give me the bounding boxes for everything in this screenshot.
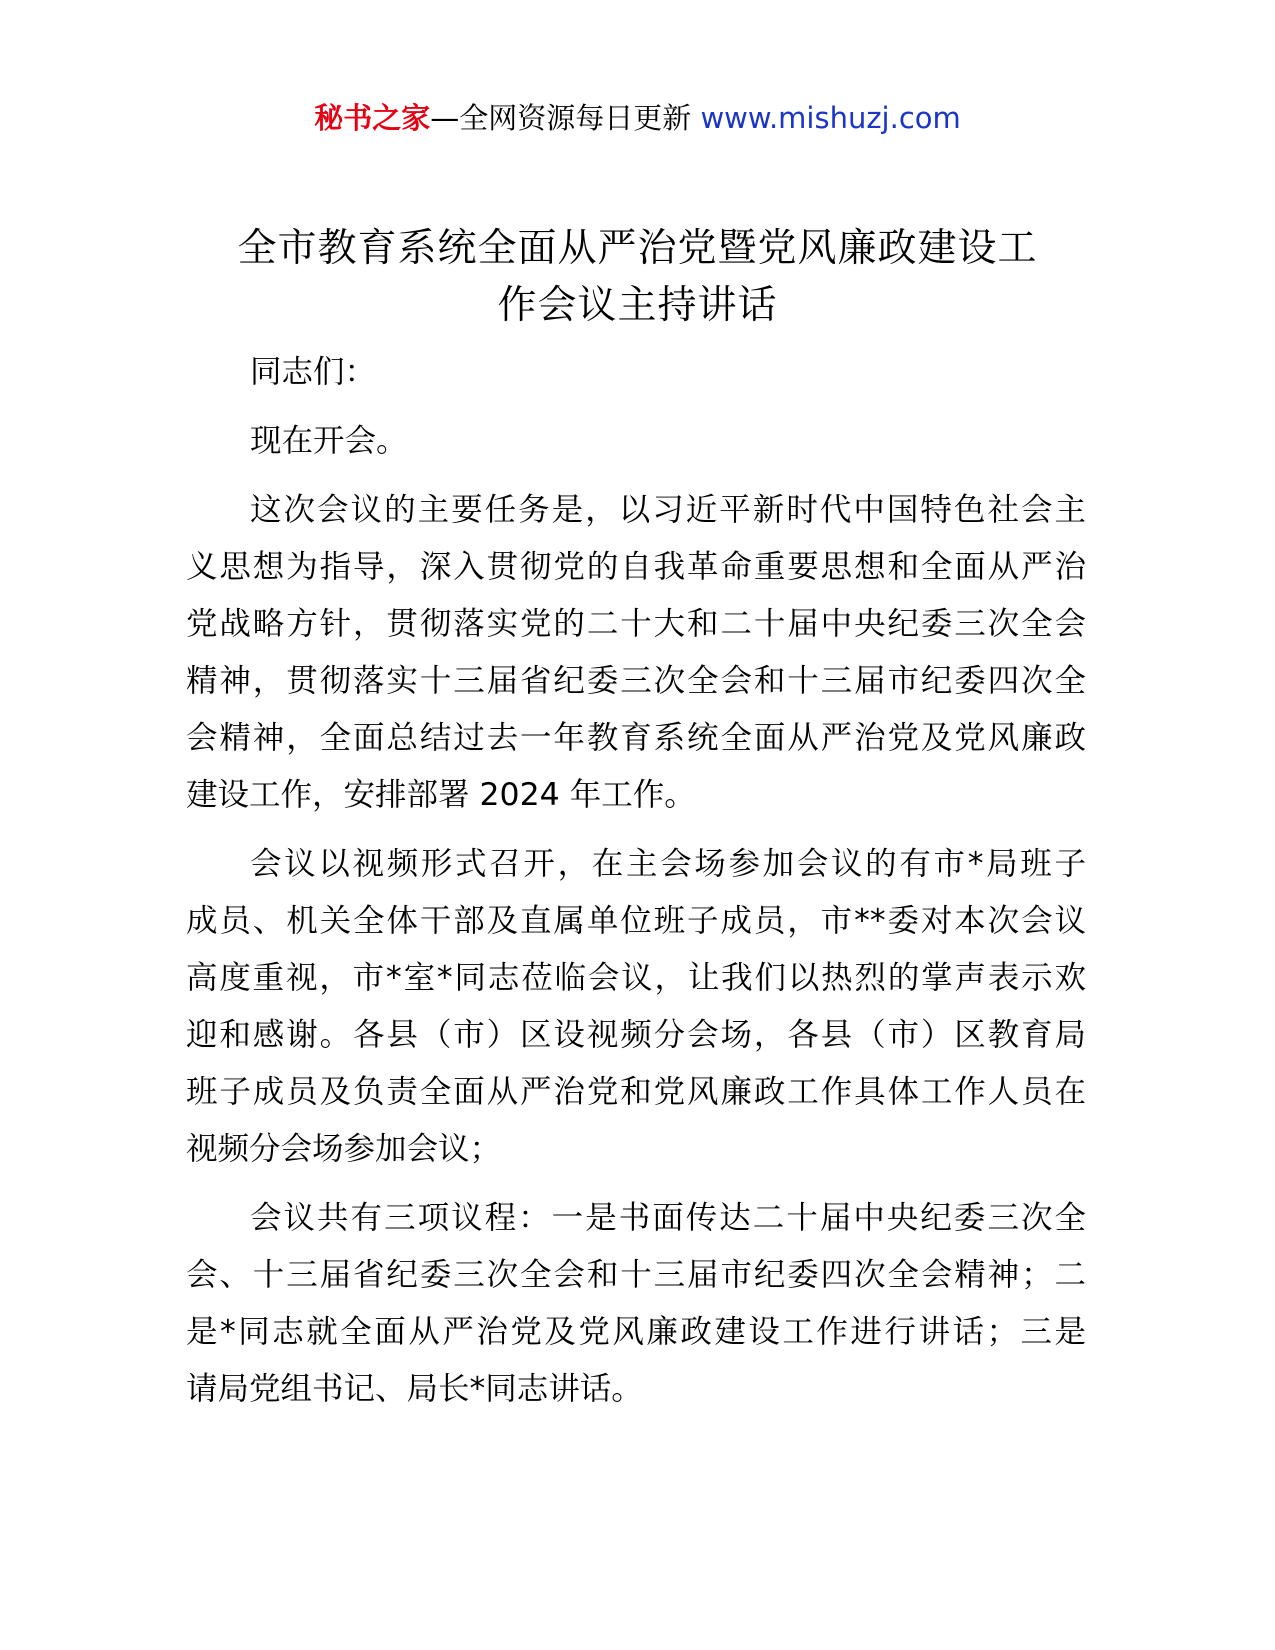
title-line: 作会议主持讲话	[497, 283, 778, 328]
paragraph-line: 会、十三届省纪委三次全会和十三届市纪委四次全会精神；二	[186, 1257, 1086, 1293]
paragraph-line: 这次会议的主要任务是，以习近平新时代中国特色社会主	[250, 492, 1086, 528]
paragraph-line: 精神，贯彻落实十三届省纪委三次全会和十三届市纪委四次全	[186, 663, 1086, 699]
paragraph-line: 班子成员及负责全面从严治党和党风廉政工作具体工作人员在	[186, 1074, 1086, 1110]
salutation: 同志们：	[250, 354, 377, 390]
paragraph-line: 高度重视，市*室*同志莅临会议，让我们以热烈的掌声表示欢	[186, 960, 1086, 996]
paragraph-line: 会议共有三项议程：一是书面传达二十届中央纪委三次全	[250, 1200, 1086, 1236]
site-url-link[interactable]: www.mishuzj.com	[700, 101, 961, 135]
header-tagline: —全网资源每日更新	[430, 101, 692, 135]
document-title	[160, 220, 1115, 334]
paragraph-line: 会议以视频形式召开，在主会场参加会议的有市*局班子	[250, 846, 1086, 882]
paragraph-line: 成员、机关全体干部及直属单位班子成员，市**委对本次会议	[186, 903, 1086, 939]
paragraph-line: 义思想为指导，深入贯彻党的自我革命重要思想和全面从严治	[186, 549, 1086, 585]
title-line: 全市教育系统全面从严治党暨党风廉政建设工	[237, 226, 1038, 271]
paragraph-agenda	[186, 1190, 1086, 1418]
paragraph-line: 党战略方针，贯彻落实党的二十大和二十届中央纪委三次全会	[186, 606, 1086, 642]
paragraph-attendees	[186, 836, 1086, 1178]
salutation-paragraph	[186, 344, 1086, 401]
paragraph-line: 请局党组书记、局长*同志讲话。	[186, 1371, 643, 1407]
paragraph-line: 建设工作，安排部署 2024 年工作。	[186, 777, 696, 813]
paragraph-tasks	[186, 482, 1086, 824]
paragraph-line: 是*同志就全面从严治党及党风廉政建设工作进行讲话；三是	[186, 1314, 1086, 1350]
opening-line: 现在开会。	[250, 423, 408, 459]
opening-paragraph	[186, 413, 1086, 470]
paragraph-line: 迎和感谢。各县（市）区设视频分会场，各县（市）区教育局	[186, 1017, 1086, 1053]
brand-name: 秘书之家	[314, 101, 431, 135]
paragraph-line: 视频分会场参加会议；	[186, 1131, 502, 1167]
paragraph-line: 会精神，全面总结过去一年教育系统全面从严治党及党风廉政	[186, 720, 1086, 756]
site-header	[0, 98, 1275, 138]
document-body	[186, 344, 1086, 1430]
